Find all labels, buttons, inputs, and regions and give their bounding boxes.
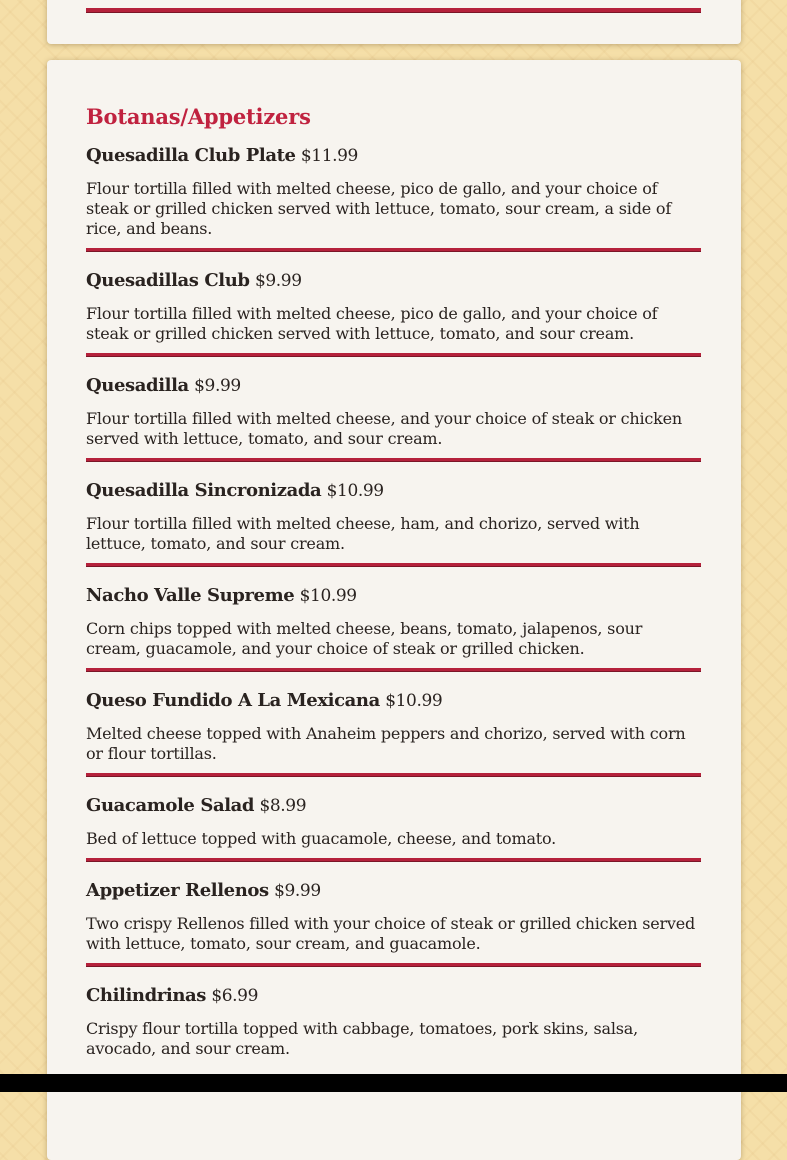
menu-item-price: $10.99 [326, 481, 384, 501]
menu-item-heading [86, 983, 701, 1009]
previous-menu-card [47, 0, 741, 44]
divider [86, 8, 701, 13]
divider [86, 963, 701, 967]
menu-item-description: Flour tortilla filled with melted cheese, pico de gallo, and your choice of steak or grilled chicken served with lettuce, tomato, sour cream, a side of rice, and beans. [86, 179, 672, 238]
menu-item-heading [86, 583, 701, 609]
menu-item-price: $10.99 [299, 586, 357, 606]
menu-item-description: Two crispy Rellenos filled with your choice of steak or grilled chicken served with lettuce, tomato, sour cream, and guacamole. [86, 914, 696, 953]
menu-item-name: Queso Fundido A La Mexicana [86, 690, 380, 711]
appetizers-menu-card [47, 60, 741, 1160]
menu-item-price: $9.99 [194, 376, 241, 396]
menu-item-name: Appetizer Rellenos [86, 880, 269, 901]
menu-item [86, 793, 701, 862]
menu-item-description: Flour tortilla filled with melted cheese, ham, and chorizo, served with lettuce, tomato, and sour cream. [86, 514, 640, 553]
menu-item-name: Quesadilla [86, 375, 189, 396]
menu-item-heading [86, 143, 701, 169]
divider [86, 858, 701, 862]
divider [86, 563, 701, 567]
menu-item [86, 143, 701, 252]
menu-item-description: Flour tortilla filled with melted cheese, pico de gallo, and your choice of steak or grilled chicken served with lettuce, tomato, and sour cream. [86, 304, 658, 343]
menu-item-description: Flour tortilla filled with melted cheese, and your choice of steak or chicken served with lettuce, tomato, and sour cream. [86, 409, 683, 448]
menu-item-heading [86, 373, 701, 399]
menu-item-price: $8.99 [259, 796, 307, 816]
menu-item-heading [86, 268, 701, 294]
divider [86, 458, 701, 462]
menu-item-description: Corn chips topped with melted cheese, beans, tomato, jalapenos, sour cream, guacamole, and your choice of steak or grilled chicken. [86, 619, 643, 658]
menu-item-name: Quesadillas Club [86, 270, 250, 291]
menu-item-description: Bed of lettuce topped with guacamole, cheese, and tomato. [86, 829, 557, 848]
menu-item [86, 373, 701, 462]
menu-item-heading [86, 793, 701, 819]
divider [86, 353, 701, 357]
menu-item [86, 688, 701, 777]
menu-item-heading [86, 688, 701, 714]
menu-item-name: Nacho Valle Supreme [86, 585, 295, 606]
menu-item-heading [86, 478, 701, 504]
menu-item [86, 983, 701, 1059]
menu-item [86, 878, 701, 967]
divider [86, 773, 701, 777]
menu-item [86, 583, 701, 672]
menu-item-price: $6.99 [211, 986, 259, 1006]
menu-item-price: $11.99 [300, 146, 358, 166]
menu-item-name: Chilindrinas [86, 985, 207, 1006]
divider [86, 248, 701, 252]
menu-item-heading [86, 878, 701, 904]
divider [86, 668, 701, 672]
menu-item-name: Quesadilla Sincronizada [86, 480, 322, 501]
menu-item [86, 268, 701, 357]
menu-item [86, 478, 701, 567]
menu-item-price: $10.99 [385, 691, 443, 711]
section-title: Botanas/Appetizers [86, 104, 311, 129]
menu-item-description: Crispy flour tortilla topped with cabbage, tomatoes, pork skins, salsa, avocado, and sour cream. [86, 1019, 639, 1058]
bottom-bar [0, 1074, 787, 1092]
menu-item-price: $9.99 [254, 271, 302, 291]
menu-item-name: Guacamole Salad [86, 795, 255, 816]
menu-item-name: Quesadilla Club Plate [86, 145, 296, 166]
menu-item-price: $9.99 [274, 881, 321, 901]
menu-item-description: Melted cheese topped with Anaheim peppers and chorizo, served with corn or flour tortillas. [86, 724, 686, 763]
